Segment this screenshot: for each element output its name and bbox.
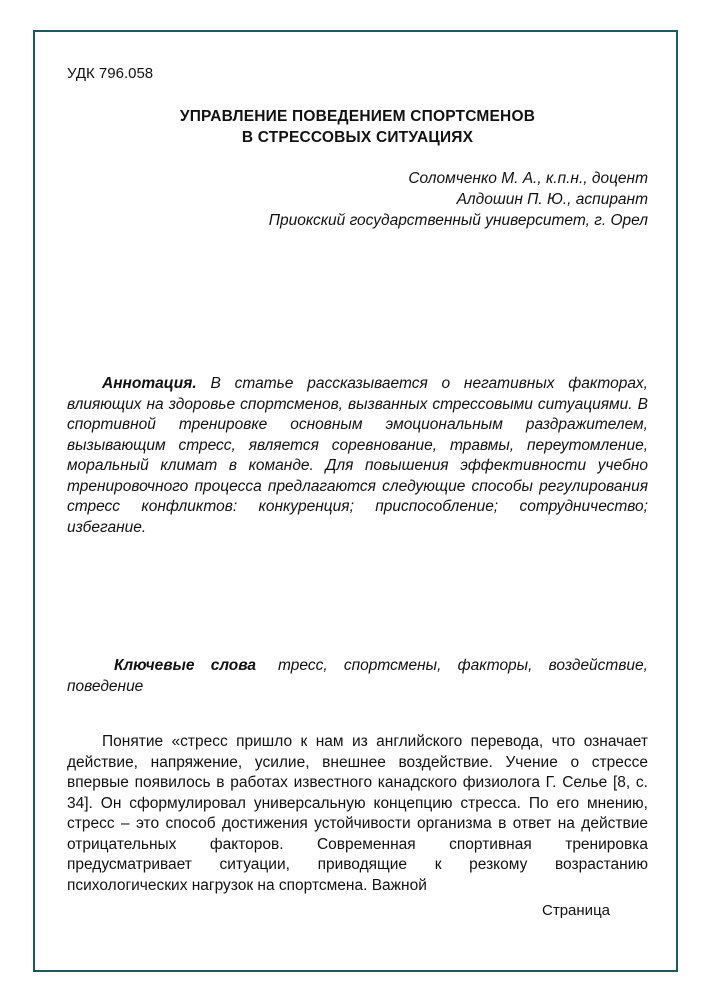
author-block <box>67 168 648 231</box>
page-footer-label: Страница <box>542 902 610 919</box>
abstract-text: В статье рассказывается о негативных факторах, влияющих на здоровье спортсменов, вызванных стрессовыми ситуациями. В спортивной тренировке основным эмоциональным раздражителем, вызывающим стресс, является соревнование, травмы, переутомление, моральный климат в команде. Для повышения эффективности учебно тренировочного процесса предлагаются следующие способы регулирования стресс конфликтов: конкуренция; приспособление; сотрудничество; избегание. <box>67 375 648 536</box>
keywords-text: тресс, спортсмены, факторы, воздействие, поведение <box>67 657 648 695</box>
paper-title-line-2: В СТРЕССОВЫХ СИТУАЦИЯХ <box>241 129 474 146</box>
keywords-label: Ключевые слова <box>114 657 257 674</box>
udc-number: УДК 796.058 <box>67 65 154 82</box>
abstract-label: Аннотация. <box>102 375 197 392</box>
author-line: Алдошин П. Ю., аспирант <box>456 191 648 208</box>
author-line: Соломченко М. А., к.п.н., доцент <box>408 170 648 187</box>
keywords-paragraph <box>67 656 648 697</box>
affiliation-line: Приокский государственный университет, г. Орел <box>268 212 648 229</box>
body-paragraph: Понятие «стресс пришло к нам из английского перевода, что означает действие, напряжение, усилие, внешнее воздействие. Учение о стрессе впервые появилось в работах известного канадского физиолога Г. Селье [8, с. 34]. Он сформулировал универсальную концепцию стресса. По его мнению, стресс – это способ достижения устойчивости организма в ответ на действие отрицательных факторов. Современная спортивная тренировка предусматривает ситуации, приводящие к резкому возрастанию психологических нагрузок на спортсмена. Важной <box>67 733 648 894</box>
paper-title <box>67 106 648 148</box>
abstract-paragraph <box>67 374 648 538</box>
page-frame <box>33 30 678 972</box>
paper-title-line-1: УПРАВЛЕНИЕ ПОВЕДЕНИЕМ СПОРТСМЕНОВ <box>179 108 536 125</box>
